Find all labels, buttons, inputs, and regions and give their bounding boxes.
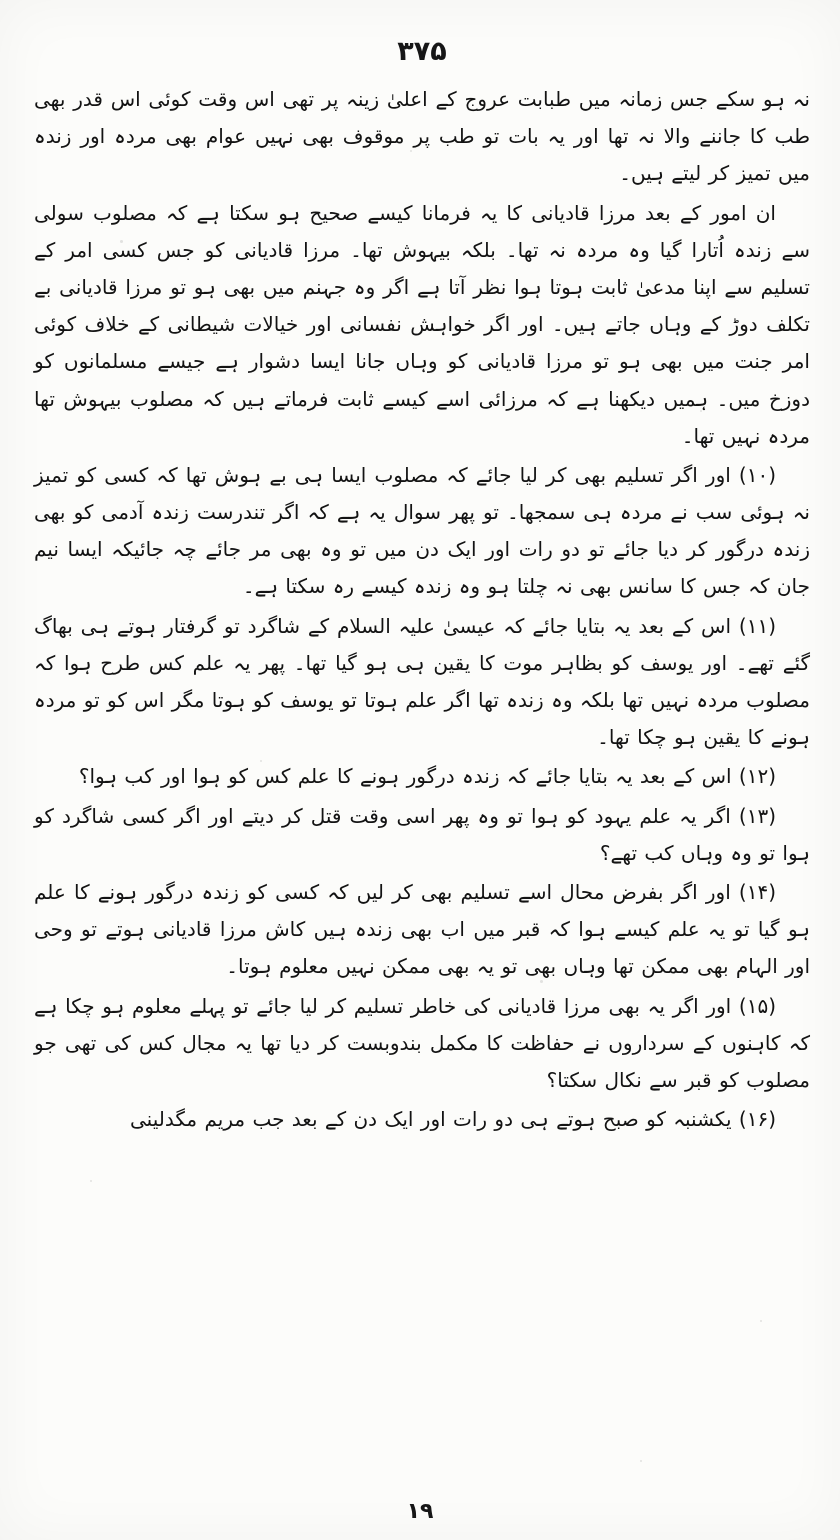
paragraph: (۱۶) یکشنبہ کو صبح ہوتے ہی دو رات اور ایک دن کے بعد جب مریم مگدلینی [130,1107,776,1132]
page-content [34,36,810,1484]
paragraph: (۱۴) اور اگر بفرض محال اسے تسلیم بھی کر لیں کہ کسی کو زندہ درگور ہونے کا علم ہو گیا تو یہ علم کیسے ہوا کہ قبر میں اب بھی زندہ ہیں کاش مرزا قادیانی ہوتے تو وحی اور الہام بھی ممکن تھا وہاں بھی تو یہ بھی ممکن نہیں معلوم ہوتا۔ [34,879,810,979]
paragraph: (۱۱) اس کے بعد یہ بتایا جائے کہ عیسیٰ علیہ السلام کے شاگرد تو گرفتار ہوتے ہی بھاگ گئے تھے۔ اور یوسف کو بظاہر موت کا یقین ہی ہو گیا تھا۔ پھر یہ علم کس طرح ہوا کہ مصلوب مردہ نہیں تھا بلکہ وہ زندہ تھا اگر علم ہوتا تو یوسف کو ہوتا مگر اس کو تو مردہ ہونے کا یقین ہو چکا تھا۔ [34,613,810,750]
page-body-text [34,81,810,1138]
paragraph: (۱۳) اگر یہ علم یہود کو ہوا تو وہ پھر اسی وقت قتل کر دیتے اور اگر کسی شاگرد کو ہوا تو وہ وہاں کب تھے؟ [34,803,810,865]
page-number-bottom: ۱۹ [406,1499,434,1524]
paragraph: (۱۲) اس کے بعد یہ بتایا جائے کہ زندہ درگور ہونے کا علم کس کو ہوا اور کب ہوا؟ [78,764,776,789]
paragraph: ان امور کے بعد مرزا قادیانی کا یہ فرمانا کیسے صحیح ہو سکتا ہے کہ مصلوب سولی سے زندہ اُتارا گیا وہ مردہ نہ تھا۔ بلکہ بیہوش تھا۔ مرزا قادیانی کو جس کسی امر کے تسلیم سے اپنا مدعیٰ ثابت ہوتا ہوا نظر آتا ہے اگر وہ جہنم میں بھی ہو تو مرزا قادیانی بے تکلف دوڑ کے وہاں جاتے ہیں۔ اور اگر خواہش نفسانی اور خیالات شیطانی کے خلاف کوئی امر جنت میں بھی ہو تو مرزا قادیانی کو وہاں جانا ایسا دشوار ہے جیسے مسلمانوں کو دوزخ میں۔ ہمیں دیکھنا ہے کہ مرزائی اسے کیسے ثابت فرماتے ہیں کہ مصلوب بیہوش تھا مردہ نہیں تھا۔ [34,200,810,448]
page-number-top: ۳۷۵ [397,36,447,67]
paragraph: (۱۵) اور اگر یہ بھی مرزا قادیانی کی خاطر تسلیم کر لیا جائے تو پہلے معلوم ہو چکا ہے کہ کاہنوں کے سرداروں نے حفاظت کا مکمل بندوبست کر دیا تھا یہ مجال کس کی تھی جو مصلوب کو قبر سے نکال سکتا؟ [34,993,810,1092]
paragraph: (۱۰) اور اگر تسلیم بھی کر لیا جائے کہ مصلوب ایسا ہی بے ہوش تھا کہ کسی کو تمیز نہ ہوئی سب نے مردہ ہی سمجھا۔ تو پھر سوال یہ ہے کہ اگر تندرست زندہ آدمی کو بھی زندہ درگور کر دیا جائے تو دو رات اور ایک دن میں تو وہ بھی مر جائے چہ جائیکہ ایسا نیم جان کہ جس کا سانس بھی نہ چلتا ہو وہ زندہ کیسے رہ سکتا ہے۔ [34,462,810,599]
paragraph: نہ ہو سکے جس زمانہ میں طبابت عروج کے اعلیٰ زینہ پر تھی اس وقت کوئی اس قدر بھی طب کا جاننے والا نہ تھا اور یہ بات تو طب پر موقوف بھی نہیں عوام بھی مردہ اور زندہ میں تمیز کر لیتے ہیں۔ [34,87,810,186]
